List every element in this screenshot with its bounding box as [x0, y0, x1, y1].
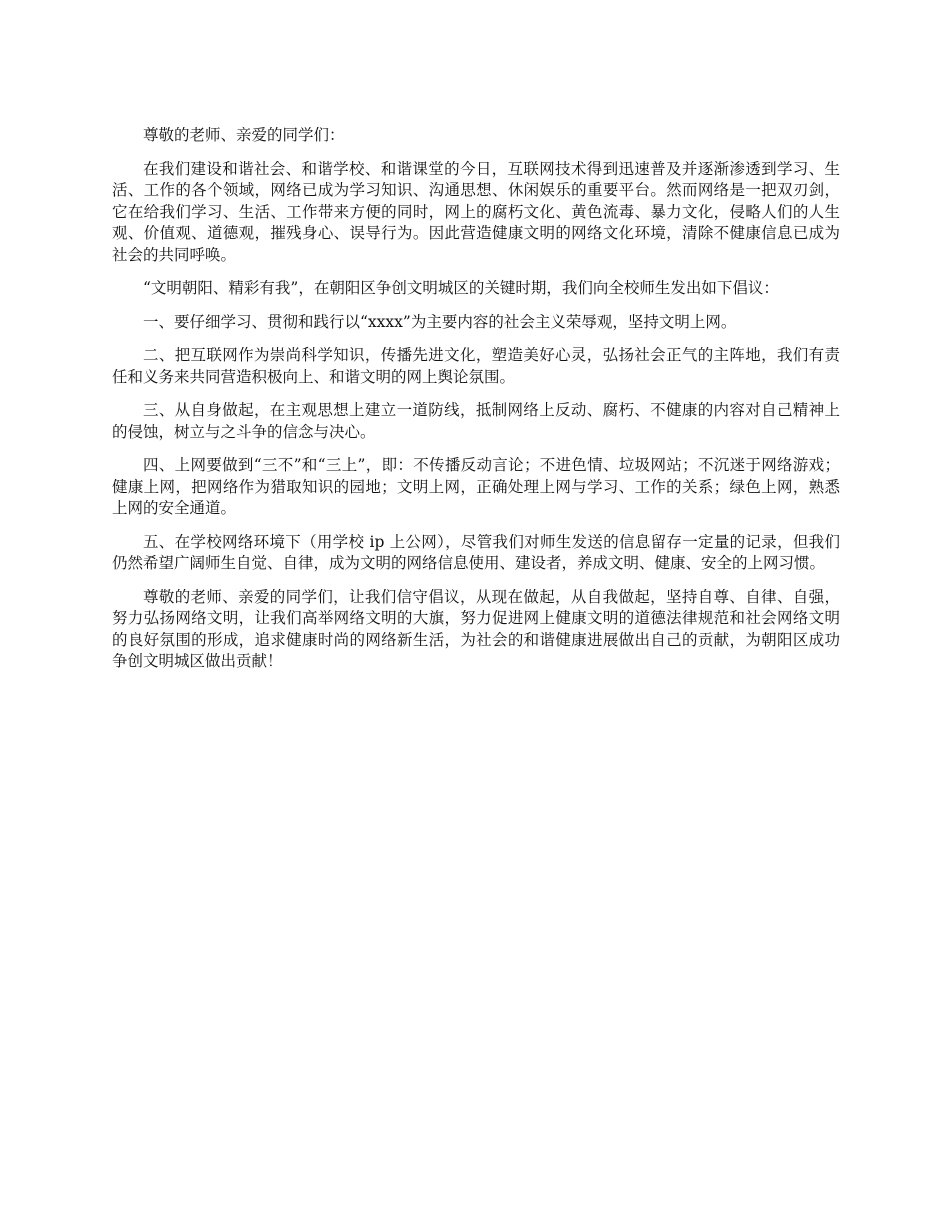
document-body: [112, 125, 840, 685]
paragraph-intro: 在我们建设和谐社会、和谐学校、和谐课堂的今日，互联网技术得到迅速普及并逐渐渗透到学习、生活、工作的各个领域，网络已成为学习知识、沟通思想、休闲娱乐的重要平台。然而网络是一把双刃剑，它在给我们学习、生活、工作带来方便的同时，网上的腐朽文化、黄色流毒、暴力文化，侵略人们的人生观、价值观、道德观，摧残身心、误导行为。因此营造健康文明的网络文化环境，清除不健康信息已成为社会的共同呼唤。: [112, 159, 840, 264]
greeting: 尊敬的老师、亲爱的同学们：: [143, 126, 345, 144]
paragraph-item-3: 三、从自身做起，在主观思想上建立一道防线，抵制网络上反动、腐朽、不健康的内容对自己精神上的侵蚀，树立与之斗争的信念与决心。: [112, 401, 840, 441]
paragraph-closing: 尊敬的老师、亲爱的同学们，让我们信守倡议，从现在做起，从自我做起，坚持自尊、自律、自强，努力弘扬网络文明，让我们高举网络文明的大旗，努力促进网上健康文明的道德法律规范和社会网络文明的良好氛围的形成，追求健康时尚的网络新生活，为社会的和谐健康进展做出自己的贡献，为朝阳区成功争创文明城区做出贡献！: [112, 587, 840, 670]
paragraph-item-4: 四、上网要做到“三不”和“三上”，即：不传播反动言论；不进色情、垃圾网站；不沉迷于网络游戏；健康上网，把网络作为猎取知识的园地；文明上网，正确处理上网与学习、工作的关系；绿色上网，熟悉上网的安全通道。: [112, 456, 840, 517]
paragraph-item-1: 一、要仔细学习、贯彻和践行以“xxxx”为主要内容的社会主义荣辱观，坚持文明上网。: [143, 312, 737, 331]
paragraph-item-5: 五、在学校网络环境下（用学校 ip 上公网），尽管我们对师生发送的信息留存一定量的记录，但我们仍然希望广阔师生自觉、自律，成为文明的网络信息使用、建设者，养成文明、健康、安全的上网习惯。: [112, 532, 840, 572]
paragraph-item-2: 二、把互联网作为崇尚科学知识，传播先进文化，塑造美好心灵，弘扬社会正气的主阵地，我们有责任和义务来共同营造积极向上、和谐文明的网上舆论氛围。: [112, 346, 840, 386]
paragraph-proposal: “文明朝阳、精彩有我”，在朝阳区争创文明城区的关键时期，我们向全校师生发出如下倡议：: [143, 279, 779, 297]
